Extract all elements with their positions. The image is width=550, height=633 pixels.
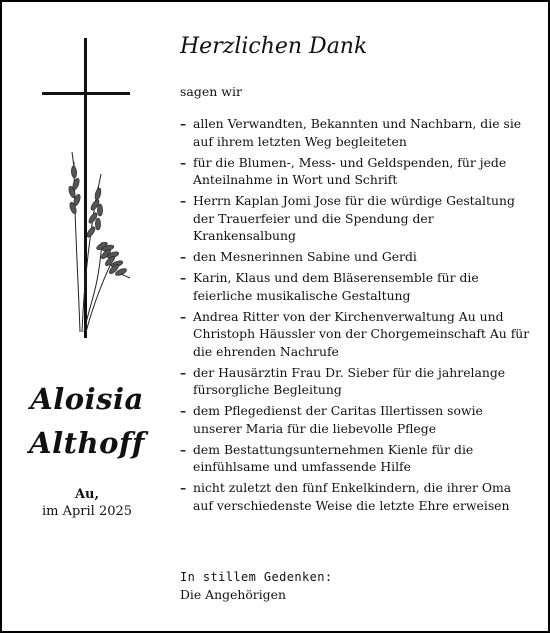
bullet: –: [180, 154, 187, 170]
cross-icon: [42, 38, 130, 338]
list-item: [180, 308, 530, 361]
list-item-text: Herrn Kaplan Jomi Jose für die würdige Gestaltung der Trauerfeier und die Spendung der Krankensalbung: [193, 193, 515, 243]
deceased-last-name: Althoff: [29, 426, 145, 460]
list-item-text: für die Blumen-, Mess- und Geldspenden, für jede Anteilnahme in Wort und Schrift: [193, 154, 507, 187]
wheat-icon: [68, 152, 130, 332]
list-item: [180, 441, 530, 476]
intro-text: sagen wir: [180, 84, 242, 99]
bullet: –: [180, 116, 187, 131]
list-item: [180, 154, 530, 189]
closing-line-2: Die Angehörigen: [180, 587, 286, 602]
list-item: [180, 115, 530, 150]
bullet: –: [180, 270, 187, 285]
list-item: [180, 402, 530, 437]
bullet: –: [180, 403, 187, 418]
right-column: [180, 2, 530, 631]
thanks-list: [180, 115, 530, 518]
list-item: [180, 192, 530, 245]
bullet: –: [180, 480, 187, 495]
bullet: –: [180, 441, 187, 457]
cross-with-wheat-icon: [2, 2, 172, 352]
deceased-first-name: Aloisia: [30, 382, 144, 416]
list-item-text: nicht zuletzt den fünf Enkelkindern, die ihrer Oma auf verschiedenste Weise die letzte Ehre erweisen: [193, 480, 512, 513]
heading: Herzlichen Dank: [180, 34, 368, 59]
bullet: –: [180, 193, 187, 208]
list-item: [180, 479, 530, 514]
date: im April 2025: [41, 504, 133, 519]
bullet: –: [180, 249, 187, 264]
list-item-text: den Mesnerinnen Sabine und Gerdi: [193, 249, 417, 264]
place: Au,: [74, 487, 100, 502]
list-item-text: Andrea Ritter von der Kirchenverwaltung Au und Christoph Häussler von der Chorgemeinschaft Au für die ehrenden Nachrufe: [193, 308, 530, 359]
list-item: [180, 248, 530, 266]
list-item: [180, 364, 530, 399]
list-item-text: dem Pflegedienst der Caritas Illertissen sowie unserer Maria für die liebevolle Pflege: [193, 403, 483, 436]
closing: [180, 569, 333, 603]
list-item: [180, 269, 530, 304]
left-column: [2, 2, 172, 631]
closing-line-1: In stillem Gedenken:: [180, 570, 333, 584]
list-item-text: Karin, Klaus und dem Bläserensemble für die feierliche musikalische Gestaltung: [193, 270, 479, 303]
bullet: –: [180, 364, 187, 380]
list-item-text: der Hausärztin Frau Dr. Sieber für die jahrelange fürsorgliche Begleitung: [193, 364, 506, 397]
list-item-text: allen Verwandten, Bekannten und Nachbarn, die sie auf ihrem letzten Weg begleiteten: [193, 116, 522, 149]
bullet: –: [180, 308, 187, 324]
list-item-text: dem Bestattungsunternehmen Kienle für die einfühlsame und umfassende Hilfe: [193, 441, 474, 474]
